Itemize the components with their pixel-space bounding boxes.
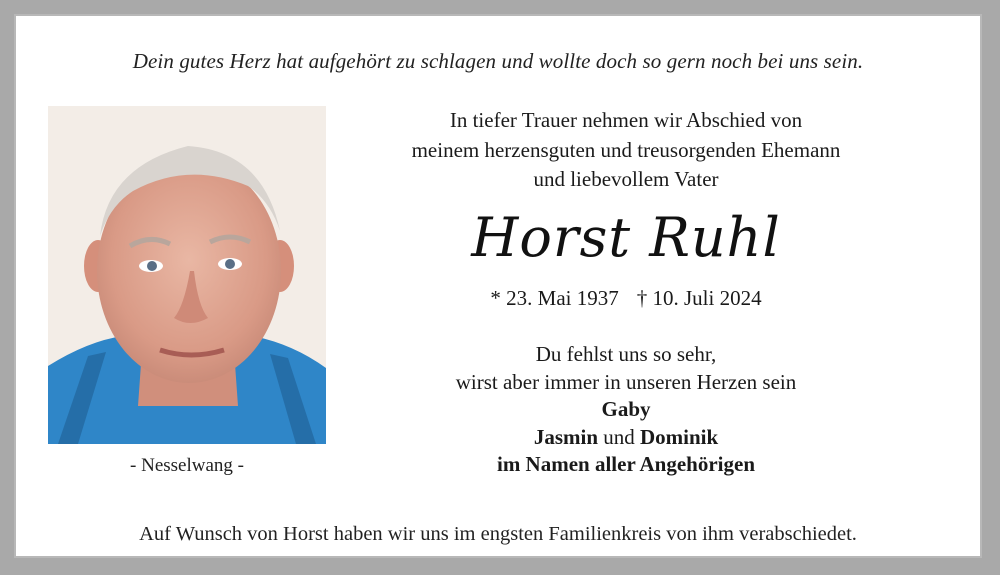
signoff: im Namen aller Angehörigen — [496, 452, 755, 476]
farewell-note: Auf Wunsch von Horst haben wir uns im engsten Familienkreis von ihm verabschiedet. — [139, 523, 857, 545]
intro-line-2: meinem herzensguten und treusorgenden Ehemann — [411, 137, 841, 162]
life-dates — [336, 286, 916, 311]
death-date: † 10. Juli 2024 — [636, 286, 762, 310]
deceased-name: Horst Ruhl — [471, 206, 781, 269]
closing-line-2: wirst aber immer in unseren Herzen sein — [455, 369, 797, 394]
signer-jasmin: Jasmin — [533, 424, 598, 449]
portrait-photo — [48, 106, 326, 444]
intro-line-3: und liebevollem Vater — [533, 167, 719, 191]
intro-text — [336, 106, 916, 195]
motto: Dein gutes Herz hat aufgehört zu schlagen und wollte doch so gern noch bei uns sein. — [132, 49, 864, 73]
place-of-residence: - Nesselwang - — [130, 455, 244, 476]
closing-text — [336, 341, 916, 479]
obituary-card — [14, 14, 982, 558]
signer-dominik: Dominik — [640, 424, 719, 449]
intro-line-1: In tiefer Trauer nehmen wir Abschied von — [449, 108, 803, 132]
closing-line-1: Du fehlst uns so sehr, — [535, 342, 717, 366]
birth-date: * 23. Mai 1937 — [490, 286, 619, 310]
signer-gaby: Gaby — [601, 397, 651, 421]
signers-line — [336, 424, 916, 452]
signers-connector: und — [603, 424, 635, 449]
